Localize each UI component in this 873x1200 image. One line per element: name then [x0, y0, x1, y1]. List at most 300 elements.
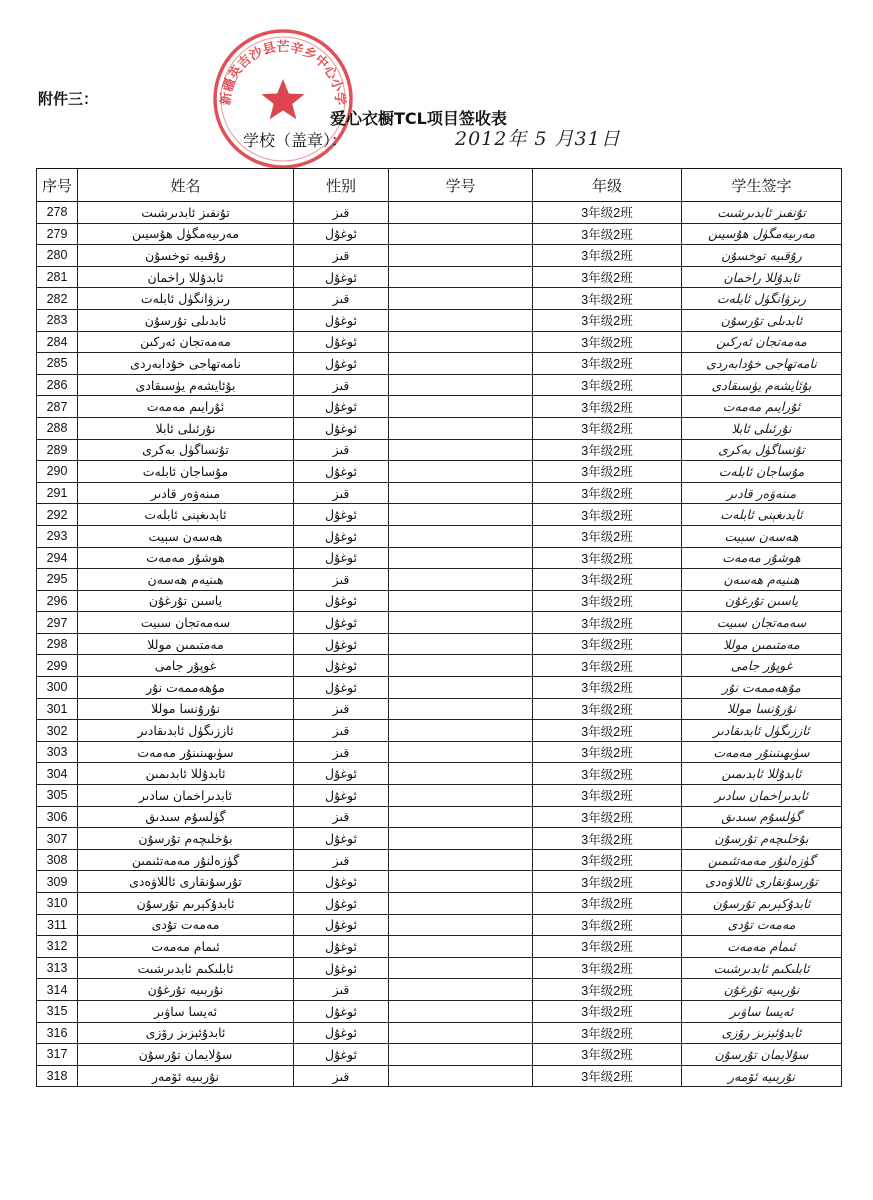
row-number: 298: [37, 633, 78, 655]
student-name: مەمەت تۇدى: [78, 914, 294, 936]
student-id: [389, 979, 533, 1001]
student-name: ھىنيەم ھەسەن: [78, 569, 294, 591]
student-signature: سۇلايمان تۇرسۇن: [682, 1044, 842, 1066]
student-id: [389, 720, 533, 742]
student-grade: 3年级2班: [533, 482, 682, 504]
row-number: 295: [37, 569, 78, 591]
student-id: [389, 288, 533, 310]
table-row: [37, 914, 842, 936]
student-id: [389, 461, 533, 483]
student-gender: قىز: [294, 202, 389, 224]
student-signature: مەمەتجان ئەركىن: [682, 331, 842, 353]
row-number: 294: [37, 547, 78, 569]
row-number: 305: [37, 785, 78, 807]
student-id: [389, 763, 533, 785]
student-gender: ئوغۇل: [294, 331, 389, 353]
row-number: 303: [37, 741, 78, 763]
student-id: [389, 1044, 533, 1066]
student-name: سەمەتجان سىيت: [78, 612, 294, 634]
student-id: [389, 698, 533, 720]
student-name: نۇربىيە تۇرغۇن: [78, 979, 294, 1001]
student-gender: ئوغۇل: [294, 590, 389, 612]
school-label: 学校（盖章）：: [243, 131, 348, 150]
student-name: سۇلايمان تۇرسۇن: [78, 1044, 294, 1066]
student-gender: ئوغۇل: [294, 353, 389, 375]
student-gender: ئوغۇل: [294, 417, 389, 439]
table-row: [37, 655, 842, 677]
col-header-gender: 性别: [294, 169, 389, 202]
student-signature: سەمەتجان سىيت: [682, 612, 842, 634]
student-grade: 3年级2班: [533, 677, 682, 699]
table-row: [37, 893, 842, 915]
student-name: غوپۇر جامى: [78, 655, 294, 677]
table-row: [37, 245, 842, 267]
row-number: 307: [37, 828, 78, 850]
svg-text:新疆英吉沙县芒辛乡中心小学: 新疆英吉沙县芒辛乡中心小学: [218, 40, 348, 106]
student-gender: ئوغۇل: [294, 266, 389, 288]
attachment-label: 附件三：: [38, 90, 99, 108]
student-id: [389, 893, 533, 915]
col-header-number: 序号: [37, 169, 78, 202]
row-number: 316: [37, 1022, 78, 1044]
student-gender: قىز: [294, 698, 389, 720]
student-id: [389, 374, 533, 396]
row-number: 284: [37, 331, 78, 353]
student-id: [389, 612, 533, 634]
row-number: 302: [37, 720, 78, 742]
student-grade: 3年级2班: [533, 633, 682, 655]
row-number: 315: [37, 1000, 78, 1022]
student-id: [389, 1065, 533, 1087]
student-grade: 3年级2班: [533, 223, 682, 245]
student-id: [389, 353, 533, 375]
student-name: مۇھەممەت نۇر: [78, 677, 294, 699]
table-row: [37, 612, 842, 634]
student-name: ئىمام مەمەت: [78, 936, 294, 958]
table-row: [37, 288, 842, 310]
row-number: 312: [37, 936, 78, 958]
row-number: 300: [37, 677, 78, 699]
student-grade: 3年级2班: [533, 525, 682, 547]
table-row: [37, 1044, 842, 1066]
student-grade: 3年级2班: [533, 806, 682, 828]
student-gender: قىز: [294, 1065, 389, 1087]
student-grade: 3年级2班: [533, 547, 682, 569]
student-grade: 3年级2班: [533, 245, 682, 267]
table-row: [37, 504, 842, 526]
student-signature: ئابدۇئېزىز رۆزى: [682, 1022, 842, 1044]
student-signature: ئابدۇكېرىم تۇرسۇن: [682, 893, 842, 915]
student-grade: 3年级2班: [533, 828, 682, 850]
row-number: 318: [37, 1065, 78, 1087]
student-gender: قىز: [294, 245, 389, 267]
student-grade: 3年级2班: [533, 979, 682, 1001]
row-number: 287: [37, 396, 78, 418]
student-name: تۇنساگۈل بەكرى: [78, 439, 294, 461]
student-id: [389, 482, 533, 504]
student-grade: 3年级2班: [533, 612, 682, 634]
table-row: [37, 849, 842, 871]
student-gender: ئوغۇل: [294, 936, 389, 958]
student-name: مەمتىمىن موللا: [78, 633, 294, 655]
student-id: [389, 525, 533, 547]
student-grade: 3年级2班: [533, 741, 682, 763]
student-grade: 3年级2班: [533, 353, 682, 375]
student-id: [389, 245, 533, 267]
student-signature: مىنەۋەر قادىر: [682, 482, 842, 504]
student-name: بۇئايشەم يۈسىقادى: [78, 374, 294, 396]
table-row: [37, 1022, 842, 1044]
table-row: [37, 936, 842, 958]
table-row: [37, 871, 842, 893]
student-id: [389, 936, 533, 958]
student-signature: مەمتىمىن موللا: [682, 633, 842, 655]
row-number: 314: [37, 979, 78, 1001]
student-name: مەمەتجان ئەركىن: [78, 331, 294, 353]
table-row: [37, 396, 842, 418]
student-grade: 3年级2班: [533, 720, 682, 742]
row-number: 306: [37, 806, 78, 828]
student-grade: 3年级2班: [533, 849, 682, 871]
student-gender: ئوغۇل: [294, 1000, 389, 1022]
student-gender: ئوغۇل: [294, 763, 389, 785]
row-number: 308: [37, 849, 78, 871]
student-gender: قىز: [294, 288, 389, 310]
table-row: [37, 979, 842, 1001]
student-grade: 3年级2班: [533, 871, 682, 893]
table-row: [37, 1000, 842, 1022]
row-number: 293: [37, 525, 78, 547]
student-signature: مەرىيەمگۈل ھۇسيىن: [682, 223, 842, 245]
student-signature: نۇرئىلى ئابلا: [682, 417, 842, 439]
student-signature: مەمەت تۇدى: [682, 914, 842, 936]
table-row: [37, 677, 842, 699]
student-name: رۇقىيە توخسۇن: [78, 245, 294, 267]
student-gender: ئوغۇل: [294, 309, 389, 331]
form-title: 爱心衣橱TCL项目签收表: [330, 109, 507, 128]
student-grade: 3年级2班: [533, 374, 682, 396]
student-gender: ئوغۇل: [294, 547, 389, 569]
student-signature: ياسىن تۇرغۇن: [682, 590, 842, 612]
student-grade: 3年级2班: [533, 1000, 682, 1022]
student-gender: ئوغۇل: [294, 223, 389, 245]
student-gender: ئوغۇل: [294, 1044, 389, 1066]
student-name: ئابدۇئېزىز رۆزى: [78, 1022, 294, 1044]
student-name: ئاززىگۈل ئابدىقادىر: [78, 720, 294, 742]
student-signature: گۈلسۇم سىدىق: [682, 806, 842, 828]
student-name: نۇرۇنسا موللا: [78, 698, 294, 720]
table-row: [37, 223, 842, 245]
student-grade: 3年级2班: [533, 504, 682, 526]
student-name: ياسىن تۇرغۇن: [78, 590, 294, 612]
table-row: [37, 482, 842, 504]
table-row: [37, 590, 842, 612]
student-name: گۈزەلنۇر مەمەتئىمىن: [78, 849, 294, 871]
student-name: ئۇرايىم مەمەت: [78, 396, 294, 418]
col-header-signature: 学生签字: [682, 169, 842, 202]
row-number: 290: [37, 461, 78, 483]
student-gender: قىز: [294, 849, 389, 871]
student-gender: قىز: [294, 720, 389, 742]
table-row: [37, 957, 842, 979]
student-signature: ئابدۇللا راخمان: [682, 266, 842, 288]
row-number: 310: [37, 893, 78, 915]
student-signature: نۇربىيە ئۆمەر: [682, 1065, 842, 1087]
student-grade: 3年级2班: [533, 309, 682, 331]
row-number: 283: [37, 309, 78, 331]
student-signature: ھوشۇر مەمەت: [682, 547, 842, 569]
student-id: [389, 309, 533, 331]
student-name: تۇنفىز ئابدىرشىت: [78, 202, 294, 224]
table-row: [37, 202, 842, 224]
row-number: 289: [37, 439, 78, 461]
student-name: نامەتھاجى خۇدابەردى: [78, 353, 294, 375]
student-grade: 3年级2班: [533, 569, 682, 591]
col-header-name: 姓名: [78, 169, 294, 202]
student-gender: قىز: [294, 741, 389, 763]
row-number: 311: [37, 914, 78, 936]
student-grade: 3年级2班: [533, 785, 682, 807]
row-number: 288: [37, 417, 78, 439]
student-id: [389, 633, 533, 655]
student-id: [389, 1000, 533, 1022]
student-gender: قىز: [294, 374, 389, 396]
student-id: [389, 590, 533, 612]
student-id: [389, 417, 533, 439]
student-signature: ئابدىراخمان سادىر: [682, 785, 842, 807]
student-signature: مۇھەممەت نۇر: [682, 677, 842, 699]
table-row: [37, 461, 842, 483]
student-grade: 3年级2班: [533, 1065, 682, 1087]
student-name: ئابدىلى تۇرسۇن: [78, 309, 294, 331]
student-grade: 3年级2班: [533, 957, 682, 979]
student-signature: تۇرسۇنقارى ئاللاۋەدى: [682, 871, 842, 893]
row-number: 278: [37, 202, 78, 224]
table-row: [37, 525, 842, 547]
col-header-student-id: 学号: [389, 169, 533, 202]
student-id: [389, 806, 533, 828]
student-grade: 3年级2班: [533, 936, 682, 958]
student-signature: رىزۋانگۈل ئابلەت: [682, 288, 842, 310]
student-id: [389, 871, 533, 893]
row-number: 291: [37, 482, 78, 504]
table-row: [37, 698, 842, 720]
student-signature: ھىنيەم ھەسەن: [682, 569, 842, 591]
student-gender: قىز: [294, 439, 389, 461]
row-number: 297: [37, 612, 78, 634]
row-number: 296: [37, 590, 78, 612]
table-row: [37, 806, 842, 828]
signed-date: 2012年 5 月31日: [455, 128, 621, 150]
student-name: رىزۋانگۈل ئابلەت: [78, 288, 294, 310]
row-number: 317: [37, 1044, 78, 1066]
table-row: [37, 569, 842, 591]
student-grade: 3年级2班: [533, 590, 682, 612]
student-name: ھەسەن سېيت: [78, 525, 294, 547]
student-gender: ئوغۇل: [294, 525, 389, 547]
row-number: 304: [37, 763, 78, 785]
table-row: [37, 417, 842, 439]
table-header-row: [37, 169, 842, 202]
student-id: [389, 677, 533, 699]
row-number: 279: [37, 223, 78, 245]
student-gender: ئوغۇل: [294, 677, 389, 699]
student-name: نۇربىيە ئۆمەر: [78, 1065, 294, 1087]
table-row: [37, 785, 842, 807]
student-signature: نامەتھاجى خۇدابەردى: [682, 353, 842, 375]
student-gender: قىز: [294, 806, 389, 828]
student-id: [389, 1022, 533, 1044]
student-id: [389, 504, 533, 526]
student-id: [389, 331, 533, 353]
student-id: [389, 223, 533, 245]
student-id: [389, 849, 533, 871]
student-name: مەرىيەمگۈل ھۇسيىن: [78, 223, 294, 245]
student-id: [389, 547, 533, 569]
student-name: مۇساجان ئابلەت: [78, 461, 294, 483]
student-signature: ئىمام مەمەت: [682, 936, 842, 958]
student-id: [389, 396, 533, 418]
table-row: [37, 309, 842, 331]
student-name: بۇخلىچەم تۇرسۇن: [78, 828, 294, 850]
student-signature: تۇنساگۈل بەكرى: [682, 439, 842, 461]
student-grade: 3年级2班: [533, 439, 682, 461]
student-gender: ئوغۇل: [294, 914, 389, 936]
student-gender: ئوغۇل: [294, 396, 389, 418]
student-signature: سۈبھىنىنۇر مەمەت: [682, 741, 842, 763]
student-name: ئابدۇللا ئابدىمىن: [78, 763, 294, 785]
student-name: سۈبھىنىنۇر مەمەت: [78, 741, 294, 763]
student-gender: ئوغۇل: [294, 612, 389, 634]
student-name: ئابدۇللا راخمان: [78, 266, 294, 288]
row-number: 301: [37, 698, 78, 720]
student-id: [389, 439, 533, 461]
student-grade: 3年级2班: [533, 698, 682, 720]
col-header-grade: 年级: [533, 169, 682, 202]
student-signature: گۈزەلنۇر مەمەتئىمىن: [682, 849, 842, 871]
student-signature: ھەسەن سېيت: [682, 525, 842, 547]
student-id: [389, 655, 533, 677]
student-gender: قىز: [294, 979, 389, 1001]
table-row: [37, 266, 842, 288]
student-name: گۈلسۇم سىدىق: [78, 806, 294, 828]
table-row: [37, 720, 842, 742]
table-row: [37, 374, 842, 396]
row-number: 292: [37, 504, 78, 526]
table-row: [37, 1065, 842, 1087]
seal-star-icon: [262, 79, 305, 119]
student-gender: ئوغۇل: [294, 871, 389, 893]
student-signature: ئابدۇللا ئابدىمىن: [682, 763, 842, 785]
student-signature: بۇخلىچەم تۇرسۇن: [682, 828, 842, 850]
table-row: [37, 633, 842, 655]
student-name: نۇرئىلى ئابلا: [78, 417, 294, 439]
student-grade: 3年级2班: [533, 1044, 682, 1066]
student-signature: ئابدىغېنى ئابلەت: [682, 504, 842, 526]
row-number: 282: [37, 288, 78, 310]
student-gender: ئوغۇل: [294, 893, 389, 915]
student-grade: 3年级2班: [533, 1022, 682, 1044]
student-gender: ئوغۇل: [294, 785, 389, 807]
row-number: 280: [37, 245, 78, 267]
student-signature: رۇقىيە توخسۇن: [682, 245, 842, 267]
student-id: [389, 266, 533, 288]
student-gender: ئوغۇل: [294, 1022, 389, 1044]
row-number: 286: [37, 374, 78, 396]
student-id: [389, 785, 533, 807]
student-name: ئابدىراخمان سادىر: [78, 785, 294, 807]
table-row: [37, 353, 842, 375]
student-grade: 3年级2班: [533, 331, 682, 353]
row-number: 309: [37, 871, 78, 893]
row-number: 299: [37, 655, 78, 677]
student-gender: قىز: [294, 482, 389, 504]
student-grade: 3年级2班: [533, 396, 682, 418]
student-signature: ئاززىگۈل ئابدىقادىر: [682, 720, 842, 742]
student-gender: ئوغۇل: [294, 633, 389, 655]
table-row: [37, 331, 842, 353]
student-signature: ئابدىلى تۇرسۇن: [682, 309, 842, 331]
student-name: ئابلىكىم ئابدىرشىت: [78, 957, 294, 979]
student-grade: 3年级2班: [533, 763, 682, 785]
row-number: 313: [37, 957, 78, 979]
student-signature: ئابلىكىم ئابدىرشىت: [682, 957, 842, 979]
student-id: [389, 569, 533, 591]
student-id: [389, 914, 533, 936]
student-name: مىنەۋەر قادىر: [78, 482, 294, 504]
student-gender: ئوغۇل: [294, 957, 389, 979]
student-signature: نۇربىيە تۇرغۇن: [682, 979, 842, 1001]
table-row: [37, 547, 842, 569]
student-signature: مۇساجان ئابلەت: [682, 461, 842, 483]
student-grade: 3年级2班: [533, 417, 682, 439]
student-grade: 3年级2班: [533, 914, 682, 936]
table-row: [37, 741, 842, 763]
student-name: ئەيسا ساۋىر: [78, 1000, 294, 1022]
student-grade: 3年级2班: [533, 461, 682, 483]
receipt-table: [36, 168, 842, 1087]
student-gender: قىز: [294, 569, 389, 591]
student-grade: 3年级2班: [533, 655, 682, 677]
student-grade: 3年级2班: [533, 202, 682, 224]
row-number: 285: [37, 353, 78, 375]
student-name: ئابدۇكېرىم تۇرسۇن: [78, 893, 294, 915]
table-row: [37, 763, 842, 785]
student-gender: ئوغۇل: [294, 461, 389, 483]
student-grade: 3年级2班: [533, 266, 682, 288]
student-grade: 3年级2班: [533, 288, 682, 310]
student-signature: تۇنفىز ئابدىرشىت: [682, 202, 842, 224]
student-id: [389, 202, 533, 224]
student-signature: ئۇرايىم مەمەت: [682, 396, 842, 418]
student-name: تۇرسۇنقارى ئاللاۋەدى: [78, 871, 294, 893]
row-number: 281: [37, 266, 78, 288]
student-gender: ئوغۇل: [294, 504, 389, 526]
student-name: ئابدىغېنى ئابلەت: [78, 504, 294, 526]
student-name: ھوشۇر مەمەت: [78, 547, 294, 569]
student-id: [389, 957, 533, 979]
student-gender: ئوغۇل: [294, 828, 389, 850]
table-row: [37, 439, 842, 461]
student-grade: 3年级2班: [533, 893, 682, 915]
student-id: [389, 741, 533, 763]
school-seal-stamp: [208, 24, 358, 174]
student-signature: بۇئايشەم يۈسىقادى: [682, 374, 842, 396]
student-gender: ئوغۇل: [294, 655, 389, 677]
table-row: [37, 828, 842, 850]
student-id: [389, 828, 533, 850]
student-signature: نۇرۇنسا موللا: [682, 698, 842, 720]
